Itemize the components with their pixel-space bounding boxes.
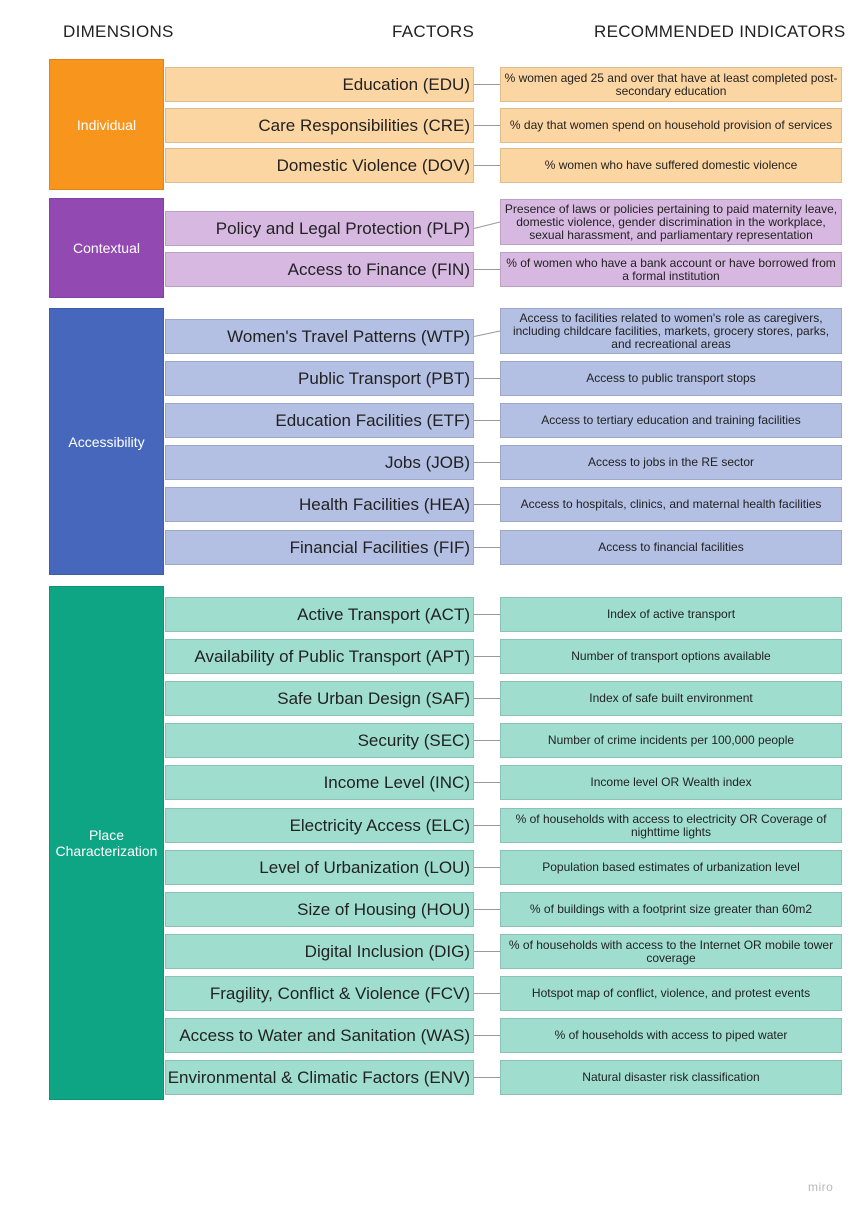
factor-was: Access to Water and Sanitation (WAS)	[165, 1018, 474, 1053]
dimension-accessibility	[49, 308, 164, 575]
dimension-label: Place Characterization	[55, 827, 158, 859]
dimension-place-characterization	[49, 586, 164, 1100]
indicator-edu: % women aged 25 and over that have at least completed post-secondary education	[500, 67, 842, 102]
indicator-hea: Access to hospitals, clinics, and maternal health facilities	[500, 487, 842, 522]
indicator-sec: Number of crime incidents per 100,000 people	[500, 723, 842, 758]
indicator-pbt: Access to public transport stops	[500, 361, 842, 396]
indicator-act: Index of active transport	[500, 597, 842, 632]
factor-inc: Income Level (INC)	[165, 765, 474, 800]
indicator-saf: Index of safe built environment	[500, 681, 842, 716]
header-factors: FACTORS	[392, 22, 475, 41]
factor-job: Jobs (JOB)	[165, 445, 474, 480]
factor-sec: Security (SEC)	[165, 723, 474, 758]
factor-hea: Health Facilities (HEA)	[165, 487, 474, 522]
factor-wtp: Women's Travel Patterns (WTP)	[165, 319, 474, 354]
indicator-cre: % day that women spend on household provision of services	[500, 108, 842, 143]
factor-env: Environmental & Climatic Factors (ENV)	[165, 1060, 474, 1095]
factor-dig: Digital Inclusion (DIG)	[165, 934, 474, 969]
factor-etf: Education Facilities (ETF)	[165, 403, 474, 438]
factor-act: Active Transport (ACT)	[165, 597, 474, 632]
factor-hou: Size of Housing (HOU)	[165, 892, 474, 927]
indicator-fin: % of women who have a bank account or have borrowed from a formal institution	[500, 252, 842, 287]
factor-apt: Availability of Public Transport (APT)	[165, 639, 474, 674]
indicator-wtp: Access to facilities related to women's role as caregivers, including childcare facilities, markets, grocery stores, parks, and recreational areas	[500, 308, 842, 354]
factor-lou: Level of Urbanization (LOU)	[165, 850, 474, 885]
dimension-contextual	[49, 198, 164, 298]
indicator-plp: Presence of laws or policies pertaining to paid maternity leave, domestic violence, gender discrimination in the workplace, sexual harassment, and parliamentary representation	[500, 199, 842, 245]
dimension-label: Individual	[76, 116, 137, 133]
header-dimensions: DIMENSIONS	[63, 22, 174, 41]
header-indicators: RECOMMENDED INDICATORS	[594, 22, 846, 41]
indicator-dov: % women who have suffered domestic violence	[500, 148, 842, 183]
factor-dov: Domestic Violence (DOV)	[165, 148, 474, 183]
indicator-env: Natural disaster risk classification	[500, 1060, 842, 1095]
indicator-elc: % of households with access to electricity OR Coverage of nighttime lights	[500, 808, 842, 843]
miro-watermark: miro	[808, 1180, 834, 1194]
indicator-apt: Number of transport options available	[500, 639, 842, 674]
indicator-hou: % of buildings with a footprint size greater than 60m2	[500, 892, 842, 927]
indicator-job: Access to jobs in the RE sector	[500, 445, 842, 480]
factor-pbt: Public Transport (PBT)	[165, 361, 474, 396]
factor-saf: Safe Urban Design (SAF)	[165, 681, 474, 716]
indicator-was: % of households with access to piped water	[500, 1018, 842, 1053]
indicator-lou: Population based estimates of urbanization level	[500, 850, 842, 885]
factor-plp: Policy and Legal Protection (PLP)	[165, 211, 474, 246]
factor-elc: Electricity Access (ELC)	[165, 808, 474, 843]
connector-plp	[474, 222, 500, 229]
factor-fcv: Fragility, Conflict & Violence (FCV)	[165, 976, 474, 1011]
factor-edu: Education (EDU)	[165, 67, 474, 102]
dimension-individual	[49, 59, 164, 190]
connector-wtp	[474, 331, 500, 337]
indicator-fcv: Hotspot map of conflict, violence, and protest events	[500, 976, 842, 1011]
dimension-label: Contextual	[73, 240, 140, 256]
factor-fin: Access to Finance (FIN)	[165, 252, 474, 287]
dimension-label: Accessibility	[68, 433, 145, 450]
factor-fif: Financial Facilities (FIF)	[165, 530, 474, 565]
indicator-fif: Access to financial facilities	[500, 530, 842, 565]
indicator-inc: Income level OR Wealth index	[500, 765, 842, 800]
indicator-etf: Access to tertiary education and training facilities	[500, 403, 842, 438]
indicator-dig: % of households with access to the Internet OR mobile tower coverage	[500, 934, 842, 969]
factor-cre: Care Responsibilities (CRE)	[165, 108, 474, 143]
